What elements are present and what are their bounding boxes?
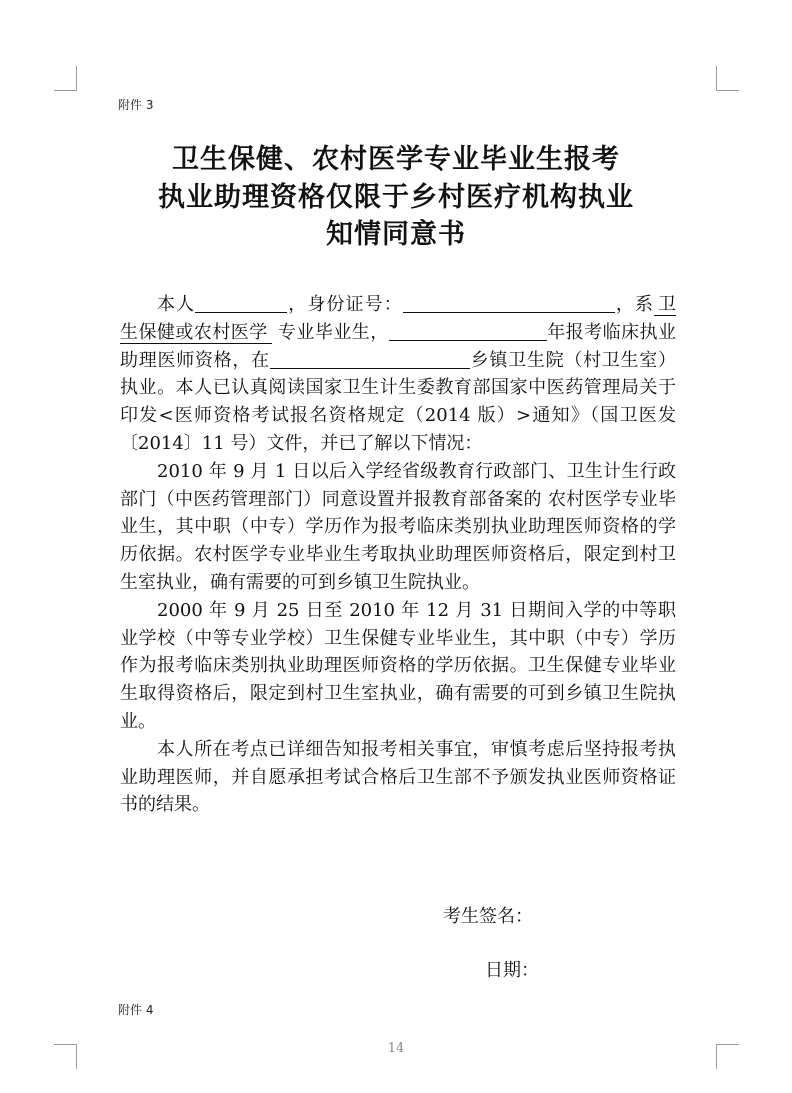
name-blank-field[interactable] xyxy=(195,292,287,313)
title-line-3: 知情同意书 xyxy=(326,219,466,250)
text-id-label: ，身份证号： xyxy=(287,294,403,315)
major-field: 卫生保健或农村医学 xyxy=(120,294,677,343)
document-body xyxy=(120,291,676,819)
text-year: 年 xyxy=(546,321,566,343)
text-graduate: 专业毕业生， xyxy=(271,321,389,343)
page-number: 14 xyxy=(387,1041,405,1056)
text-township: 乡镇 xyxy=(469,349,509,371)
text-benren: 本人 xyxy=(157,294,196,315)
text-xi: 系 xyxy=(634,294,655,315)
title-line-1: 卫生保健、农村医学专业毕业生报考 xyxy=(172,144,620,175)
paragraph-rural-medicine: 2010 年 9 月 1 日以后入学经省级教育行政部门、卫生计生行政部门（中医药管理部门）同意设置并报教育部备案的 农村医学专业毕业生，其中职（中专）学历作为报考临床类别执业助理医师资格的学历依据。农村医学专业毕业生考取执业助理医师资格后，限定到村卫生室执业，确有需要的可到乡镇卫生院执业。 xyxy=(120,460,676,593)
attachment-label-top: 附件 3 xyxy=(118,98,154,112)
township-blank-field[interactable] xyxy=(270,348,470,369)
paragraph-intro xyxy=(120,291,676,458)
text-intro-rest: 卫生院（村卫生室）执业。本人已认真阅读国家卫生计生委教育部国家中医药管理局关于印发<医师资格考试报名资格规定（2014 版）>通知》（国卫医发〔2014〕11 号）文件，并已了解以下情况： xyxy=(120,349,677,454)
signature-label: 考生签名： xyxy=(443,906,533,927)
crop-mark-top-left xyxy=(54,66,77,91)
attachment-label-bottom: 附件 4 xyxy=(118,1003,154,1017)
date-label: 日期： xyxy=(485,960,539,981)
text-comma: ， xyxy=(614,294,635,315)
id-number-blank-field[interactable] xyxy=(403,292,615,313)
crop-mark-top-right xyxy=(716,66,739,91)
title-line-2: 执业助理资格仅限于乡村医疗机构执业 xyxy=(158,182,634,213)
text-report: 报考临床执业助理医师资格，在 xyxy=(120,321,677,371)
paragraph-health-care: 2000 年 9 月 25 日至 2010 年 12 月 31 日期间入学的中等职业学校（中等专业学校）卫生保健专业毕业生，其中职（中专）学历作为报考临床类别执业助理医师资格的学历依据。卫生保健专业毕业生取得资格后，限定到村卫生室执业，确有需要的可到乡镇卫生院执业。 xyxy=(120,599,676,732)
paragraph-consent: 本人所在考点已详细告知报考相关事宜，审慎考虑后坚持报考执业助理医师，并自愿承担考试合格后卫生部不予颁发执业医师资格证书的结果。 xyxy=(120,738,676,816)
year-blank-field[interactable] xyxy=(389,320,547,341)
